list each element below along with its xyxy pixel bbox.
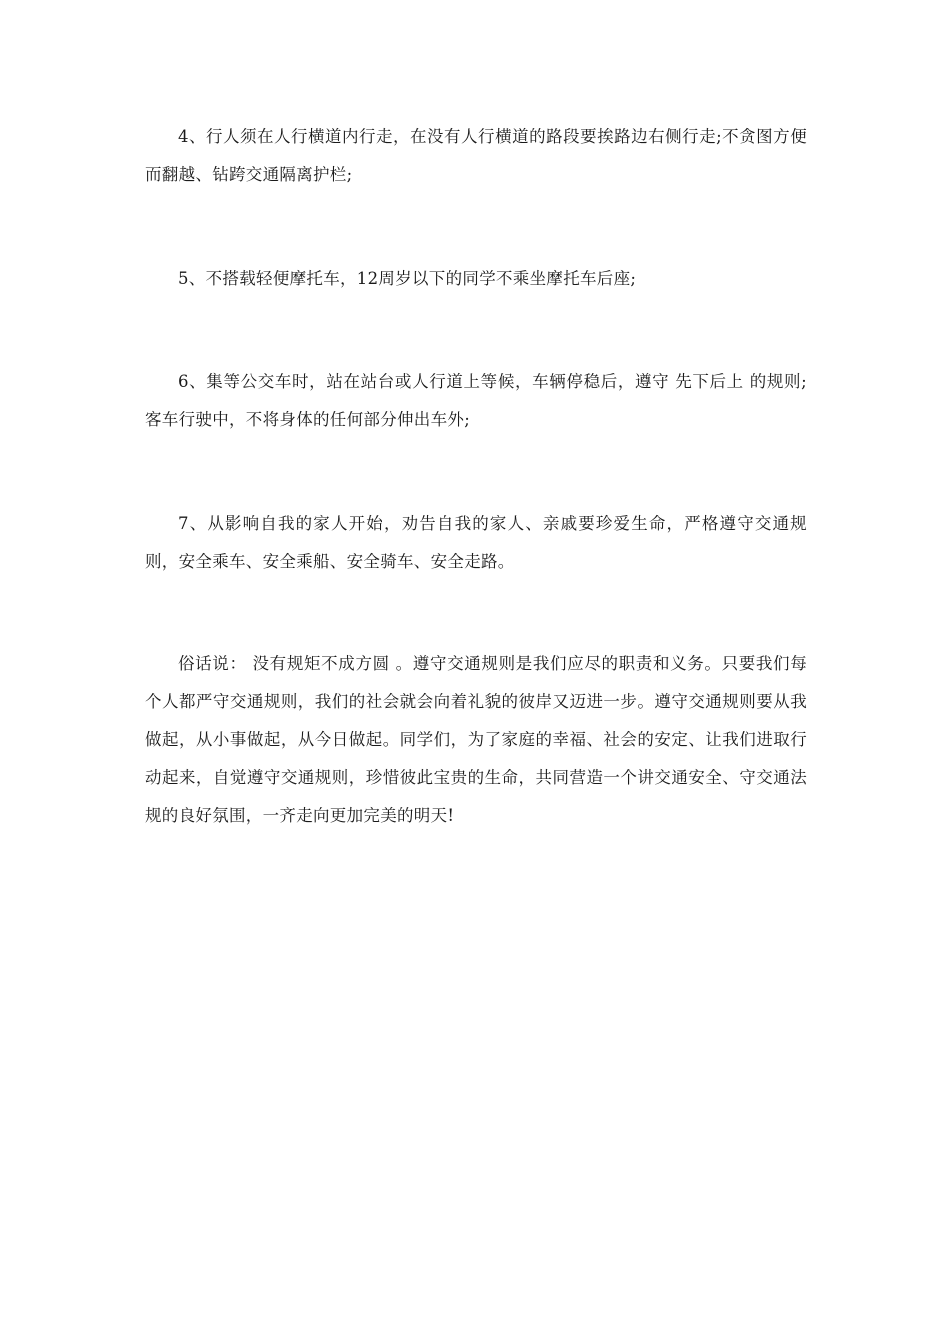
paragraph-conclusion: 俗话说： 没有规矩不成方圆 。遵守交通规则是我们应尽的职责和义务。只要我们每个人都严守交通规则，我们的社会就会向着礼貌的彼岸又迈进一步。遵守交通规则要从我做起，从小事做起，从今日做起。同学们，为了家庭的幸福、社会的安定、让我们进取行动起来，自觉遵守交通规则，珍惜彼此宝贵的生命，共同营造一个讲交通安全、守交通法规的良好氛围，一齐走向更加完美的明天!	[145, 654, 807, 825]
paragraph-rule-5: 5、不搭载轻便摩托车，12周岁以下的同学不乘坐摩托车后座;	[178, 269, 637, 288]
paragraph-rule-6: 6、集等公交车时，站在站台或人行道上等候，车辆停稳后，遵守 先下后上 的规则;客车行驶中，不将身体的任何部分伸出车外;	[145, 372, 807, 429]
paragraph-rule-7: 7、从影响自我的家人开始，劝告自我的家人、亲戚要珍爱生命，严格遵守交通规则，安全乘车、安全乘船、安全骑车、安全走路。	[145, 514, 807, 571]
paragraph-rule-4: 4、行人须在人行横道内行走，在没有人行横道的路段要挨路边右侧行走;不贪图方便而翻越、钻跨交通隔离护栏;	[145, 127, 807, 184]
